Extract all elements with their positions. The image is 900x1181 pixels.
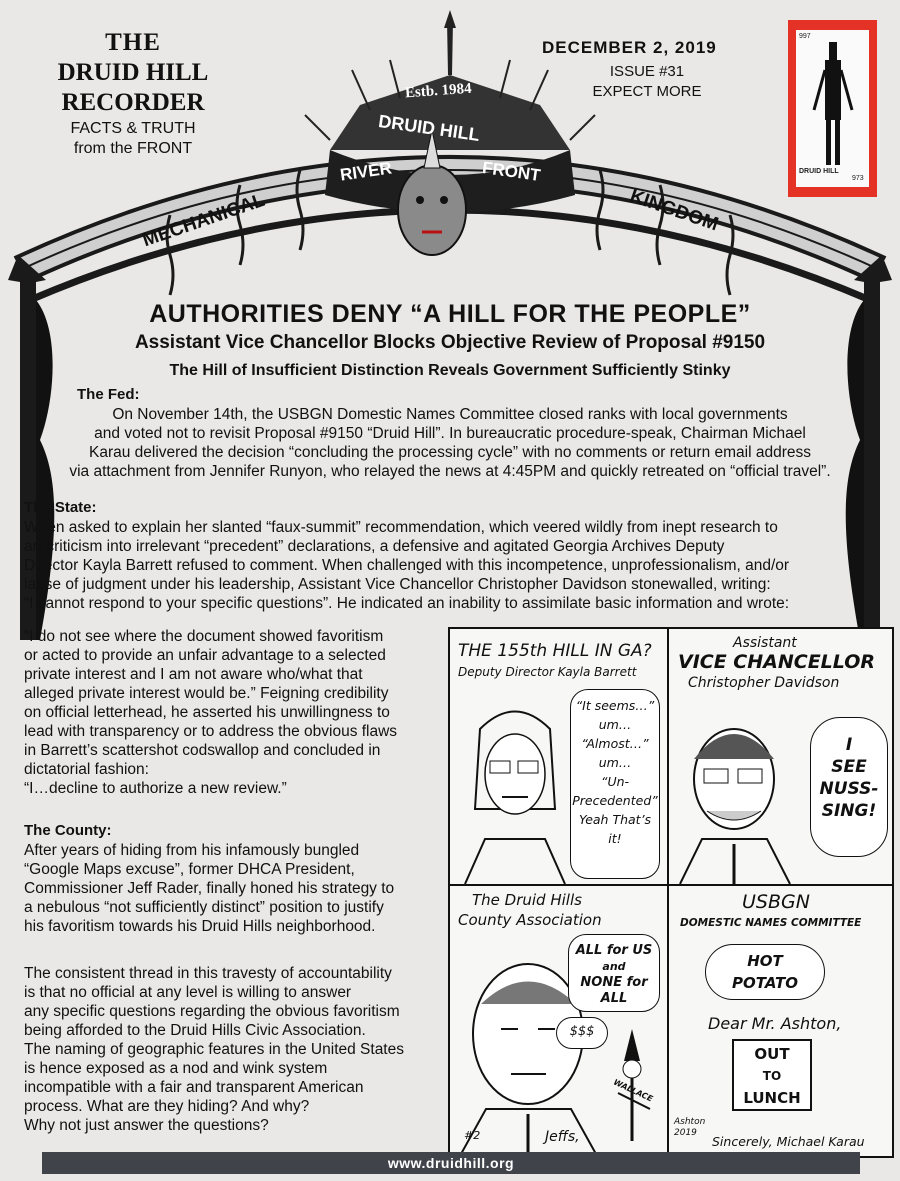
tertiary-headline: The Hill of Insufficient Distinction Reveals Government Sufficiently Stinky <box>169 362 731 379</box>
state-line: alleged private interest would be.” Feigning credibility <box>24 685 389 702</box>
cover-figure-illustration <box>796 30 869 187</box>
issue-date: DECEMBER 2, 2019 <box>542 38 717 57</box>
state-line: private interest and I am not aware who/what that <box>24 666 363 683</box>
panel4-out-line: LUNCH <box>743 1089 801 1107</box>
issue-motto: EXPECT MORE <box>592 83 702 100</box>
panel1-speech-bubble <box>570 689 660 879</box>
masthead <box>28 28 238 158</box>
cartoon-strip <box>448 627 894 1158</box>
panel1-figure-illustration <box>460 689 575 884</box>
panel1-bubble-line: “It seems…” <box>575 698 655 713</box>
county-line: Commissioner Jeff Rader, finally honed his strategy to <box>24 880 395 897</box>
masthead-line2: DRUID HILL <box>57 59 209 86</box>
masthead-line3: RECORDER <box>61 89 205 116</box>
panel1-bubble-line: um… <box>598 755 632 770</box>
panel3-wallace-label: WALLACE <box>612 1077 655 1104</box>
closing-line: process. What are they hiding? And why? <box>24 1098 310 1115</box>
panel4-dear-line: Dear Mr. Ashton, <box>708 1014 842 1033</box>
fed-line: Karau delivered the decision “concluding the processing cycle” with no comments or return email address <box>89 444 811 461</box>
panel1-subtitle: Deputy Director Kayla Barrett <box>458 665 637 679</box>
county-line: a nebulous “not sufficiently distinct” position to justify <box>24 899 384 916</box>
panel2-bubble-line: I <box>845 735 853 755</box>
state-line: “I…decline to authorize a new review.” <box>24 780 287 797</box>
section-body-state-wide <box>24 518 894 613</box>
closing-line: any specific questions regarding the obvious favoritism <box>24 1003 400 1020</box>
closing-line: incompatible with a fair and transparent American <box>24 1079 364 1096</box>
masthead-tagline-1: FACTS & TRUTH <box>70 120 196 137</box>
panel4-title-line2: DOMESTIC NAMES COMMITTEE <box>680 917 862 929</box>
cover-thumbnail <box>788 20 877 197</box>
masthead-line1: THE <box>105 29 161 56</box>
state-line: art criticism into irrelevant “precedent” declarations, a defensive and agitated Georgia Archives Deputy <box>24 538 725 555</box>
state-line: “I do not see where the document showed favoritism <box>24 628 384 645</box>
county-line: “Google Maps excuse”, former DHCA President, <box>24 861 355 878</box>
panel4-title-line1: USBGN <box>742 891 810 913</box>
panel2-figure-illustration <box>672 699 812 884</box>
issue-number: ISSUE #31 <box>609 63 685 80</box>
state-line: dictatorial fashion: <box>24 761 149 778</box>
gate-kingdom-label: KINGDOM <box>627 185 721 236</box>
panel1-bubble-line: “Almost…” <box>581 736 649 751</box>
panel3-speech-bubble <box>568 934 660 1012</box>
state-line: lead with transparency or to address the obvious flaws <box>24 723 398 740</box>
artist-name: Ashton <box>674 1117 706 1127</box>
panel3-bubble-line: and <box>602 960 626 973</box>
panel3-title-line1: The Druid Hills <box>472 891 582 909</box>
panel2-bubble-line: NUSS- <box>819 779 879 799</box>
artist-year: 2019 <box>674 1128 697 1138</box>
masthead-tagline-2: from the FRONT <box>73 140 193 157</box>
state-line: “I cannot respond to your specific questions”. He indicated an inability to assimilate basic information and wrote: <box>24 595 790 612</box>
panel3-tag: #2 <box>464 1129 481 1142</box>
fed-line: via attachment from Jennifer Runyon, who relayed the news at 4:45PM and quickly retreated on “official travel”. <box>69 463 831 480</box>
gate-druid-hill-label: DRUID HILL <box>377 111 481 146</box>
section-body-fed <box>0 405 900 481</box>
gate-estb-label: Estb. 1984 <box>404 80 473 102</box>
panel3-bubble-line: NONE for ALL <box>580 975 648 1006</box>
gate-front-label: FRONT <box>481 158 542 185</box>
panel4-artist-signature <box>674 1117 705 1139</box>
panel4-sincerely-line: Sincerely, Michael Karau <box>712 1134 865 1149</box>
panel4-hot-potato <box>705 944 825 1000</box>
issue-info <box>542 38 772 100</box>
closing-line: being afforded to the Druid Hills Civic Association. <box>24 1022 366 1039</box>
panel2-bubble-line: SING! <box>821 801 877 821</box>
panel3-title-line2: County Association <box>458 911 602 929</box>
closing-line: is that no official at any level is willing to answer <box>24 984 352 1001</box>
panel4-out-to-lunch-sign <box>732 1039 812 1111</box>
gate-mechanical-label: MECHANICAL <box>139 189 268 252</box>
panel2-bubble-line: SEE <box>831 757 867 777</box>
panel1-bubble-line: um… <box>598 717 632 732</box>
state-line: on official letterhead, he asserted his unwillingness to <box>24 704 390 721</box>
panel4-out-line: OUT <box>754 1045 790 1063</box>
section-body-county <box>24 841 444 936</box>
panel3-bubble-line: ALL for US <box>575 943 653 958</box>
panel1-bubble-line: “Un- <box>600 774 630 789</box>
county-line: After years of hiding from his infamously bungled <box>24 842 360 859</box>
panel3-money-bubble: $$$ <box>556 1017 608 1049</box>
panel4-potato-line: HOT <box>747 952 783 970</box>
section-heading-fed: The Fed: <box>77 386 140 403</box>
panel-divider-vertical <box>667 629 669 1156</box>
state-line: in Barrett’s scattershot codswallop and concluded in <box>24 742 381 759</box>
state-line: or acted to provide an unfair advantage to a selected <box>24 647 386 664</box>
panel1-bubble-line: Precedented” <box>572 793 658 808</box>
cover-label: DRUID HILL <box>799 168 839 175</box>
state-line: When asked to explain her slanted “faux-summit” recommendation, which veered wildly from inept research to <box>24 519 778 536</box>
closing-line: The consistent thread in this travesty of accountability <box>24 965 392 982</box>
panel4-out-line: TO <box>762 1069 782 1083</box>
main-headline: AUTHORITIES DENY “A HILL FOR THE PEOPLE” <box>149 300 751 328</box>
panel2-title-line1: Assistant <box>733 635 797 651</box>
state-line: Director Kayla Barrett refused to comment. When challenged with this incompetence, unprofessionalism, and/or <box>24 557 790 574</box>
section-heading-county: The County: <box>24 822 112 839</box>
section-body-state-narrow <box>24 627 444 798</box>
panel2-title-line2: VICE CHANCELLOR <box>678 651 876 673</box>
section-body-closing <box>24 964 444 1135</box>
cover-number-bottom: 973 <box>852 175 864 182</box>
state-line: lapse of judgment under his leadership, Assistant Vice Chancellor Christopher Davidson stonewalled, writing: <box>24 576 771 593</box>
panel4-potato-line: POTATO <box>732 974 798 992</box>
fed-line: On November 14th, the USBGN Domestic Names Committee closed ranks with local governments <box>112 406 788 423</box>
closing-line: is hence exposed as a nod and wink system <box>24 1060 328 1077</box>
section-heading-state: The State: <box>24 499 97 516</box>
fed-line: and voted not to revisit Proposal #9150 “Druid Hill”. In bureaucratic procedure-speak, Chairman Michael <box>94 425 806 442</box>
footer-url-bar[interactable]: www.druidhill.org <box>42 1152 860 1174</box>
closing-line: The naming of geographic features in the United States <box>24 1041 404 1058</box>
sub-headline: Assistant Vice Chancellor Blocks Objective Review of Proposal #9150 <box>134 332 766 353</box>
cover-inner <box>796 30 869 187</box>
panel3-signature: Jeffs, <box>545 1129 580 1145</box>
panel1-title: THE 155th HILL IN GA? <box>458 641 652 661</box>
panel1-bubble-line: Yeah That’s it! <box>578 812 652 846</box>
panel2-subtitle: Christopher Davidson <box>688 675 840 691</box>
county-line: his favoritism towards his Druid Hills neighborhood. <box>24 918 376 935</box>
panel-divider-horizontal <box>450 884 892 886</box>
closing-line: Why not just answer the questions? <box>24 1117 269 1134</box>
gate-river-label: RIVER <box>338 158 393 185</box>
cover-number-top: 997 <box>799 33 811 40</box>
panel2-speech-bubble <box>810 717 888 857</box>
